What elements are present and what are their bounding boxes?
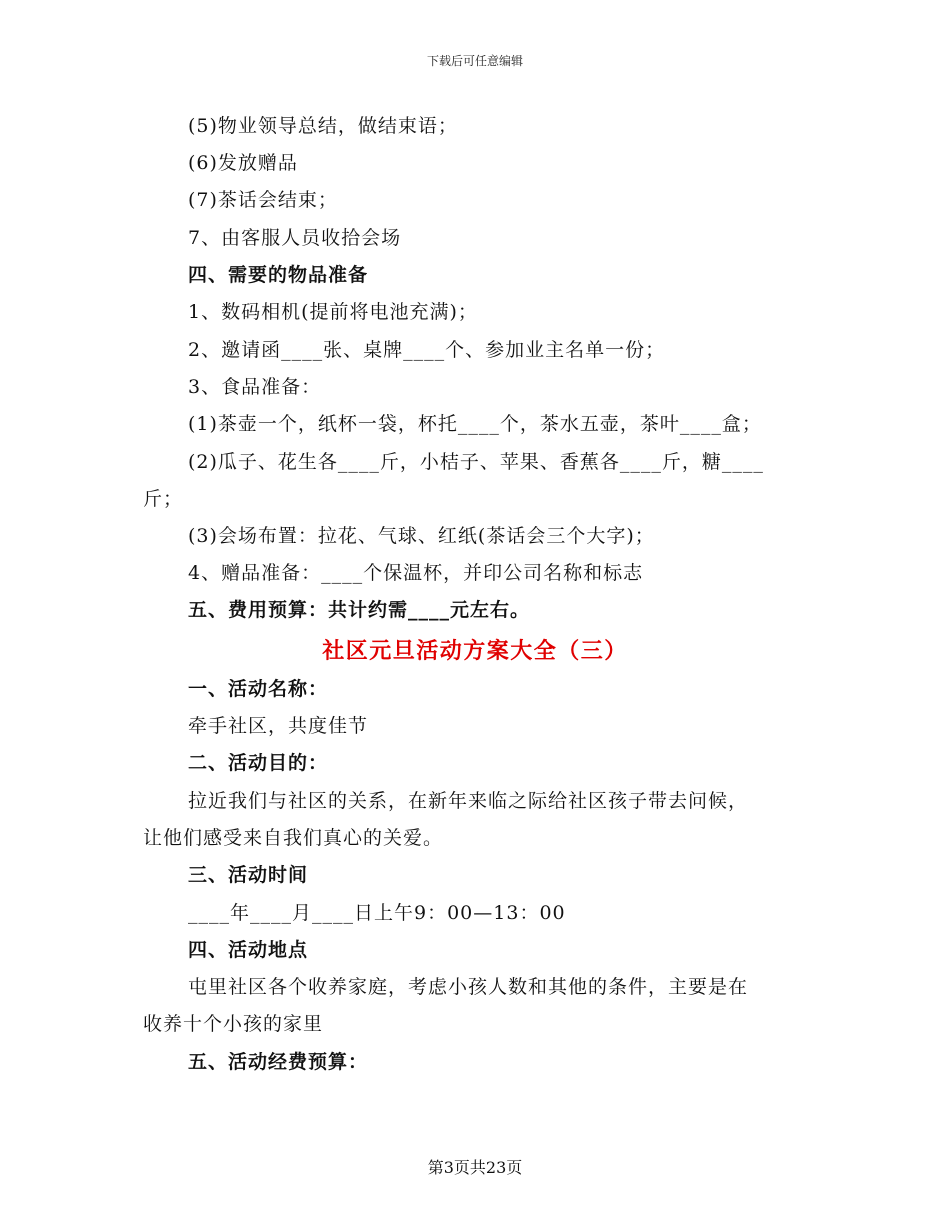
heading-activity-name: 一、活动名称：	[188, 678, 329, 700]
heading-activity-purpose: 二、活动目的：	[188, 752, 329, 774]
activity-purpose-2: 让他们感受来自我们真心的关爱。	[143, 827, 444, 849]
activity-name: 牵手社区，共度佳节	[188, 715, 369, 737]
item-food-2-cont: 斤；	[143, 488, 184, 510]
heading-items: 四、需要的物品准备	[188, 264, 369, 286]
page-footer: 第3页共23页	[427, 1158, 523, 1177]
page-header-note: 下载后可任意编辑	[426, 54, 523, 68]
section-title: 社区元旦活动方案大全（三）	[322, 638, 628, 664]
heading-activity-time: 三、活动时间	[188, 864, 309, 886]
item-venue: (3)会场布置：拉花、气球、红纸(茶话会三个大字)；	[188, 525, 655, 547]
heading-activity-budget: 五、活动经费预算：	[188, 1051, 369, 1073]
item-7-cleanup: 7、由客服人员收拾会场	[188, 227, 402, 249]
heading-budget: 五、费用预算：共计约需____元左右。	[188, 599, 531, 621]
item-invitations: 2、邀请函____张、桌牌____个、参加业主名单一份；	[188, 339, 666, 361]
item-camera: 1、数码相机(提前将电池充满)；	[188, 301, 478, 323]
item-gifts: 4、赠品准备：____个保温杯，并印公司名称和标志	[188, 562, 644, 584]
activity-location-1: 屯里社区各个收养家庭，考虑小孩人数和其他的条件，主要是在	[188, 976, 749, 998]
step-7: (7)茶话会结束；	[188, 189, 338, 211]
activity-purpose-1: 拉近我们与社区的关系，在新年来临之际给社区孩子带去问候，	[188, 790, 749, 812]
heading-activity-location: 四、活动地点	[188, 939, 309, 961]
activity-location-2: 收养十个小孩的家里	[143, 1013, 324, 1035]
item-food-heading: 3、食品准备：	[188, 376, 322, 398]
activity-time: ____年____月____日上午9：00—13：00	[188, 902, 566, 924]
step-6: (6)发放赠品	[188, 152, 298, 174]
step-5: (5)物业领导总结，做结束语；	[188, 115, 458, 137]
item-food-2: (2)瓜子、花生各____斤，小桔子、苹果、香蕉各____斤，糖____	[188, 451, 764, 473]
item-food-1: (1)茶壶一个，纸杯一袋，杯托____个，茶水五壶，茶叶____盒；	[188, 413, 762, 435]
